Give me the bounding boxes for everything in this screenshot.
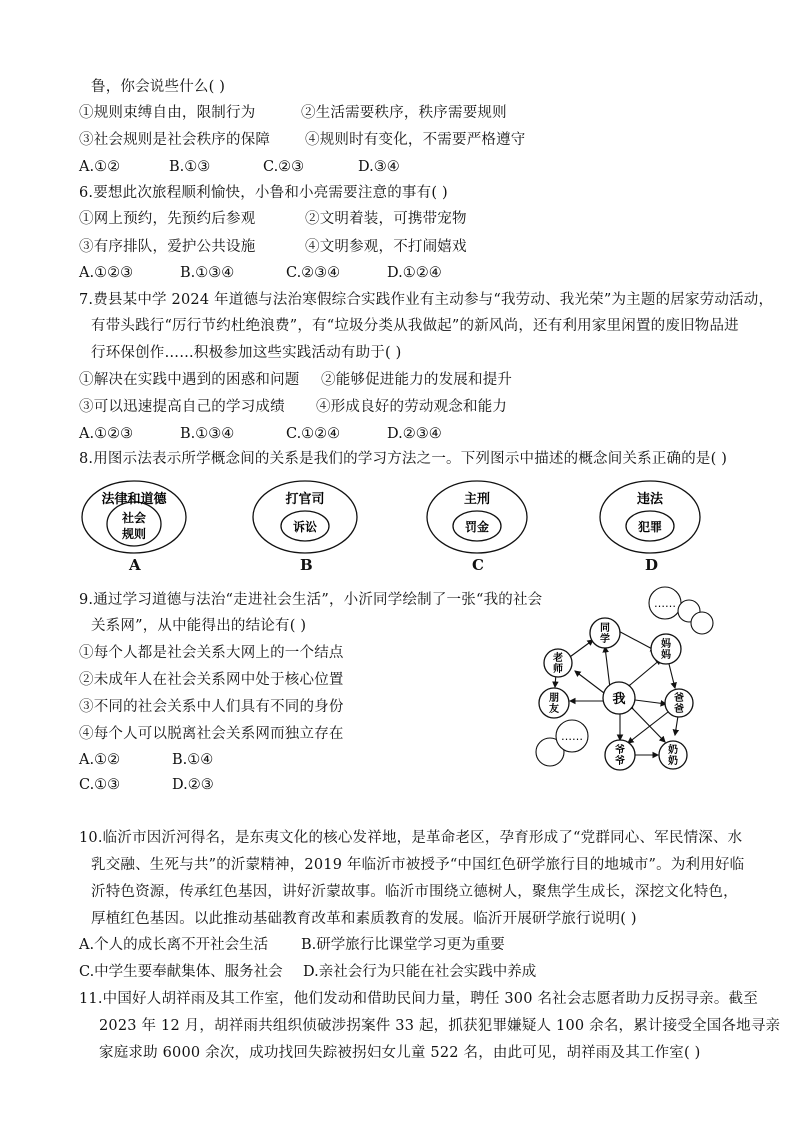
diagram-b-inner-label: 诉讼 (292, 520, 318, 534)
diagram-d-inner-label: 犯罪 (637, 520, 663, 534)
q10-option-b[interactable]: B.研学旅行比课堂学习更为重要 (301, 937, 505, 953)
node-me-label: 我 (612, 692, 626, 707)
q6-option-a[interactable]: A.①②③ (79, 265, 134, 281)
diagram-a-inner-label-2: 规则 (121, 527, 147, 541)
q11-stem-line-1: 11.中国好人胡祥雨及其工作室，他们发动和借助民间力量，聘任 300 名社会志愿者助力反拐寻亲。截至 (79, 991, 758, 1007)
q7-option-d[interactable]: D.②③④ (387, 426, 442, 442)
q9-option-c[interactable]: C.①③ (79, 777, 121, 793)
node-classmate-label-1: 同 (600, 623, 610, 634)
q9-option-a[interactable]: A.①② (79, 752, 121, 768)
diagram-a[interactable] (82, 481, 186, 553)
q5-option-a[interactable]: A.①② (79, 159, 121, 175)
q6-statement-1: ①网上预约，先预约后参观 (79, 211, 256, 227)
q7-statement-1: ①解决在实践中遇到的困惑和问题 (79, 372, 300, 388)
node-friend-label-2: 友 (549, 704, 559, 715)
node-dad-label-2: 爸 (674, 704, 684, 715)
bubble-top-small (691, 612, 713, 634)
node-friend-label-1: 朋 (549, 693, 559, 704)
q9-option-d[interactable]: D.②③ (172, 777, 214, 793)
q5-option-b[interactable]: B.①③ (169, 159, 211, 175)
node-grandpa-label-2: 爷 (615, 756, 625, 767)
q10-stem-line-2: 乳交融、生死与共”的沂蒙精神，2019 年临沂市被授予“中国红色研学旅行目的地城市”。为利用好临 (91, 857, 745, 873)
q10-option-d[interactable]: D.亲社会行为只能在社会实践中养成 (303, 964, 537, 980)
q6-option-b[interactable]: B.①③④ (180, 265, 235, 281)
diagram-d-outer-label: 违法 (636, 492, 664, 507)
q7-stem-line-3: 行环保创作……积极参加这些实践活动有助于( ) (91, 345, 402, 361)
q9-option-b[interactable]: B.①④ (172, 752, 214, 768)
q9-statement-3: ③不同的社会关系中人们具有不同的身份 (79, 699, 344, 715)
node-grandma-label-1: 奶 (668, 745, 678, 756)
diagram-b-outer-label: 打官司 (285, 492, 325, 507)
node-mom-label-2: 妈 (661, 650, 671, 661)
bubble-bottom-dots: …… (561, 730, 583, 743)
q7-option-a[interactable]: A.①②③ (79, 426, 134, 442)
q7-statement-3: ③可以迅速提高自己的学习成绩 (79, 399, 285, 415)
q9-statement-4: ④每个人可以脱离社会关系网而独立存在 (79, 726, 344, 742)
social-network-diagram (525, 585, 725, 775)
node-grandma-label-2: 奶 (668, 756, 678, 767)
q5-stem: 鲁，你会说些什么( ) (91, 79, 226, 95)
q9-statement-1: ①每个人都是社会关系大网上的一个结点 (79, 645, 344, 661)
q9-stem-line-1: 9.通过学习道德与法治“走进社会生活”，小沂同学绘制了一张“我的社会 (79, 592, 543, 608)
diagram-d-letter: D (645, 556, 659, 574)
node-teacher-label-2: 师 (553, 664, 563, 675)
q9-stem-line-2: 关系网”，从中能得出的结论有( ) (91, 618, 307, 634)
diagram-b[interactable] (253, 481, 357, 553)
diagram-c-outer-label: 主刑 (463, 492, 491, 507)
q6-option-c[interactable]: C.②③④ (286, 265, 341, 281)
q5-option-c[interactable]: C.②③ (263, 159, 305, 175)
diagram-c-inner-label: 罚金 (464, 520, 490, 534)
q6-statement-4: ④文明参观，不打闹嬉戏 (305, 239, 467, 255)
q6-stem: 6.要想此次旅程顺利愉快，小鲁和小亮需要注意的事有( ) (79, 185, 448, 201)
diagram-b-letter: B (300, 556, 313, 574)
q10-stem-line-4: 厚植红色基因。以此推动基础教育改革和素质教育的发展。临沂开展研学旅行说明( ) (91, 911, 637, 927)
q10-stem-line-3: 沂特色资源，传承红色基因，讲好沂蒙故事。临沂市围绕立德树人，聚焦学生成长，深挖文化特色， (91, 884, 738, 900)
diagram-d[interactable] (600, 481, 700, 553)
q6-statement-2: ②文明着装，可携带宠物 (305, 211, 467, 227)
node-teacher-label-1: 老 (553, 653, 563, 664)
node-grandpa-label-1: 爷 (615, 745, 625, 756)
diagram-a-letter: A (129, 556, 141, 574)
node-classmate-label-2: 学 (600, 634, 610, 645)
q6-statement-3: ③有序排队，爱护公共设施 (79, 239, 256, 255)
q7-option-b[interactable]: B.①③④ (180, 426, 235, 442)
q6-option-d[interactable]: D.①②④ (387, 265, 442, 281)
q11-stem-line-2: 2023 年 12 月，胡祥雨共组织侦破涉拐案件 33 起，抓获犯罪嫌疑人 100 余名，累计接受全国各地寻亲 (99, 1018, 781, 1034)
q7-option-c[interactable]: C.①②④ (286, 426, 341, 442)
q7-stem-line-1: 7.费县某中学 2024 年道德与法治寒假综合实践作业有主动参与“我劳动、我光荣”为主题的居家劳动活动， (79, 292, 774, 308)
q9-statement-2: ②未成年人在社会关系网中处于核心位置 (79, 672, 344, 688)
q8-stem: 8.用图示法表示所学概念间的关系是我们的学习方法之一。下列图示中描述的概念间关系正确的是( ) (79, 451, 728, 467)
diagram-a-outer-label: 法律和道德 (101, 492, 167, 507)
q7-statement-4: ④形成良好的劳动观念和能力 (316, 399, 508, 415)
q7-statement-2: ②能够促进能力的发展和提升 (321, 372, 513, 388)
bubble-top-dots: …… (654, 597, 676, 610)
q5-statement-2: ②生活需要秩序，秩序需要规则 (301, 105, 507, 121)
diagram-a-inner-label-1: 社会 (121, 511, 147, 525)
q7-stem-line-2: 有带头践行“厉行节约杜绝浪费”，有“垃圾分类从我做起”的新风尚，还有利用家里闲置的废旧物品进 (91, 318, 739, 334)
q8-concept-diagrams (0, 480, 793, 560)
q11-stem-line-3: 家庭求助 6000 余次，成功找回失踪被拐妇女儿童 522 名，由此可见，胡祥雨及其工作室( ) (99, 1045, 701, 1061)
diagram-c-letter: C (472, 556, 484, 574)
diagram-c[interactable] (427, 481, 527, 553)
q10-option-c[interactable]: C.中学生要奉献集体、服务社会 (79, 964, 283, 980)
q10-stem-line-1: 10.临沂市因沂河得名，是东夷文化的核心发祥地，是革命老区，孕育形成了“党群同心、军民情深、水 (79, 830, 743, 846)
q10-option-a[interactable]: A.个人的成长离不开社会生活 (79, 937, 269, 953)
q5-statement-1: ①规则束缚自由，限制行为 (79, 105, 256, 121)
q5-option-d[interactable]: D.③④ (358, 159, 400, 175)
node-mom-label-1: 妈 (661, 639, 671, 650)
node-dad-label-1: 爸 (674, 693, 684, 704)
q5-statement-4: ④规则时有变化，不需要严格遵守 (305, 132, 526, 148)
q5-statement-3: ③社会规则是社会秩序的保障 (79, 132, 271, 148)
